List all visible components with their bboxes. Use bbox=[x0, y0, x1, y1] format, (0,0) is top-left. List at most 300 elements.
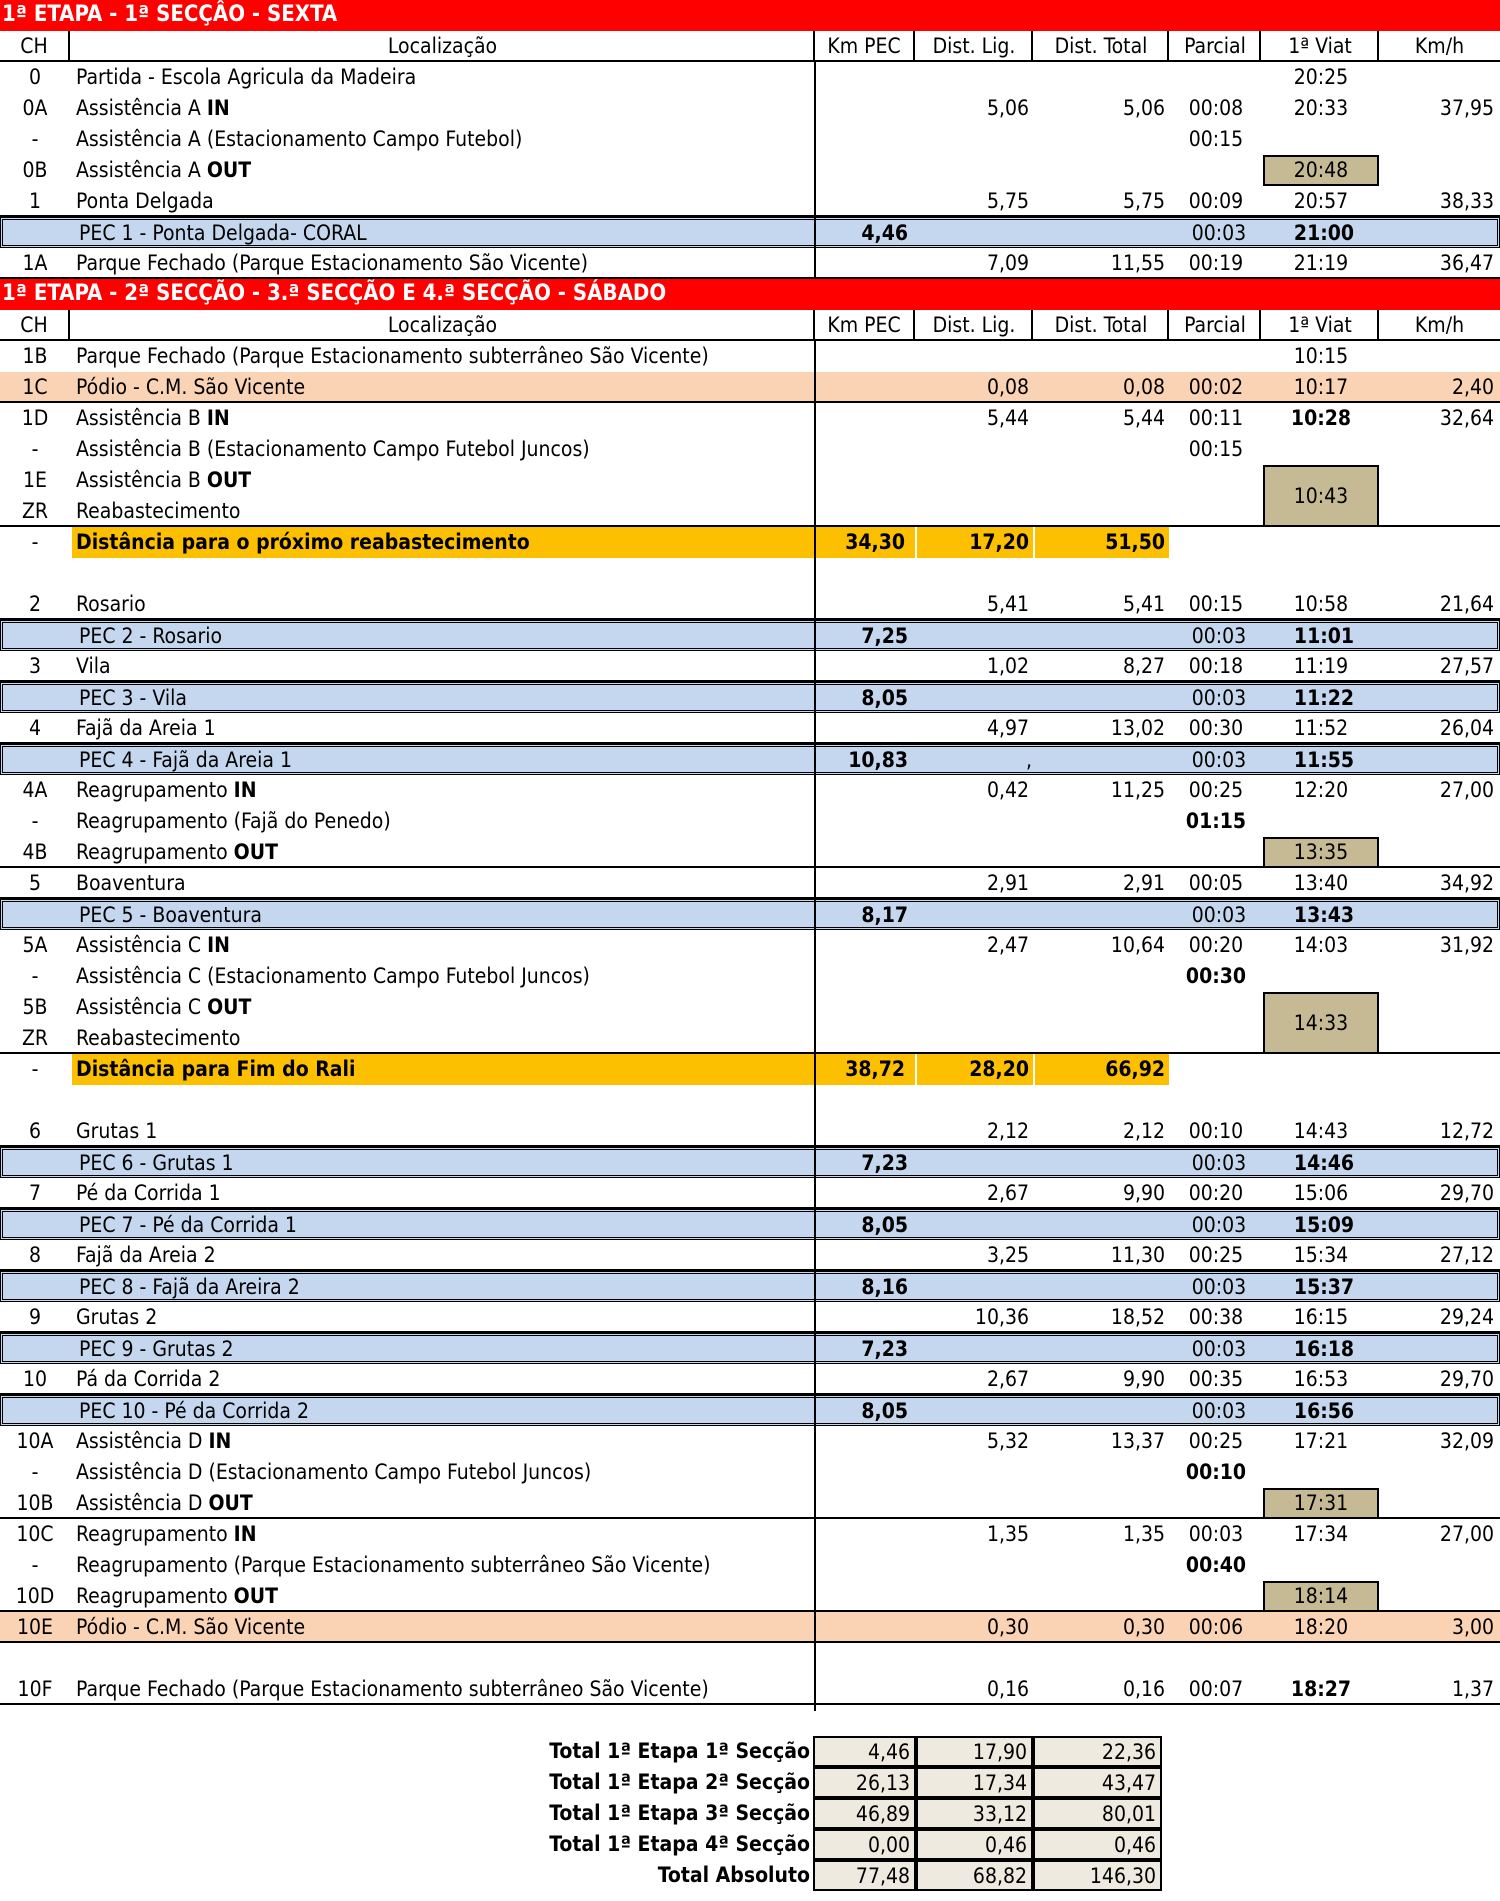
cell-dist-lig: 2,67 bbox=[986, 1181, 1029, 1205]
location-text: PEC 7 - Pé da Corrida 1 bbox=[79, 1213, 297, 1237]
cell-km-pec bbox=[815, 651, 915, 680]
table-row bbox=[0, 1488, 1500, 1519]
cell-dist-lig bbox=[917, 1457, 1033, 1488]
cell-km-pec bbox=[815, 1178, 915, 1207]
cell-viat: 14:43 bbox=[1293, 1119, 1349, 1143]
cell-localizacao bbox=[72, 62, 815, 93]
cell-ch: 10F bbox=[17, 1677, 53, 1701]
cell-kmh: 29,70 bbox=[1439, 1181, 1494, 1205]
cell-km-pec bbox=[815, 341, 915, 372]
cell-dist-total: 51,50 bbox=[1035, 527, 1169, 558]
col-viat: 1ª Viat bbox=[1263, 310, 1379, 339]
cell-km-pec bbox=[815, 403, 915, 434]
cell-km-pec: 7,25 bbox=[861, 624, 908, 648]
cell-ch: - bbox=[31, 964, 39, 988]
cell-ch: 10D bbox=[15, 1584, 55, 1608]
table-row bbox=[0, 1364, 1500, 1395]
cell-dist-lig: 5,32 bbox=[986, 1429, 1029, 1453]
cell-kmh bbox=[1381, 806, 1498, 837]
pec-row bbox=[0, 744, 1500, 775]
cell-viat bbox=[1263, 124, 1379, 155]
cell-parcial bbox=[1171, 1643, 1261, 1674]
cell-dist-lig bbox=[917, 465, 1033, 496]
cell-ch bbox=[3, 623, 73, 648]
cell-dist-total: 0,08 bbox=[1122, 375, 1165, 399]
cell-dist-total bbox=[1035, 1488, 1169, 1517]
cell-viat bbox=[1263, 558, 1379, 589]
cell-ch: - bbox=[31, 437, 39, 461]
cell-kmh bbox=[1384, 1398, 1500, 1423]
location-text: Assistência A bbox=[76, 96, 207, 120]
cell-parcial bbox=[1171, 558, 1261, 589]
location-text: Boaventura bbox=[76, 871, 186, 895]
cell-dist-lig bbox=[917, 124, 1033, 155]
cell-parcial: 00:03 bbox=[1191, 686, 1247, 710]
location-text: Reagrupamento (Fajã do Penedo) bbox=[76, 809, 391, 833]
cell-km-pec bbox=[815, 589, 915, 618]
cell-kmh bbox=[1381, 1457, 1498, 1488]
cell-dist-total: 18,52 bbox=[1110, 1305, 1165, 1329]
cell-ch: 3 bbox=[28, 654, 42, 678]
cell-parcial: 00:03 bbox=[1191, 1275, 1247, 1299]
totals-value: 80,01 bbox=[1033, 1798, 1162, 1829]
location-text: PEC 2 - Rosario bbox=[79, 624, 223, 648]
cell-parcial: 00:15 bbox=[1188, 437, 1244, 461]
location-text: Grutas 1 bbox=[76, 1119, 158, 1143]
location-text: Parque Fechado (Parque Estacionamento São Vicente) bbox=[76, 251, 588, 275]
table-row bbox=[0, 434, 1500, 465]
totals-value: 0,00 bbox=[813, 1829, 916, 1860]
table-row bbox=[0, 589, 1500, 620]
section-header bbox=[0, 0, 1500, 31]
cell-km-pec: 8,16 bbox=[861, 1275, 908, 1299]
cell-dist-lig bbox=[920, 1398, 1036, 1423]
cell-localizacao bbox=[72, 1302, 815, 1331]
cell-localizacao bbox=[75, 1274, 818, 1299]
cell-ch: 9 bbox=[28, 1305, 42, 1329]
totals-label: Total 1ª Etapa 1ª Secção bbox=[549, 1739, 810, 1763]
cell-localizacao bbox=[72, 155, 815, 186]
cell-localizacao bbox=[72, 1240, 815, 1269]
col-dist-total: Dist. Total bbox=[1035, 310, 1169, 339]
table-row bbox=[0, 1612, 1500, 1643]
cell-kmh bbox=[1381, 1488, 1498, 1517]
cell-km-pec bbox=[815, 465, 915, 496]
cell-dist-total bbox=[1038, 902, 1172, 927]
viat-time-box: 13:35 bbox=[1263, 837, 1379, 868]
cell-dist-total bbox=[1038, 685, 1172, 710]
table-row bbox=[0, 1674, 1500, 1705]
cell-dist-lig bbox=[917, 1023, 1033, 1052]
cell-dist-total bbox=[1035, 1457, 1169, 1488]
totals-value: 0,46 bbox=[1033, 1829, 1162, 1860]
cell-km-pec bbox=[815, 62, 915, 93]
cell-km-pec bbox=[815, 930, 915, 961]
column-divider bbox=[814, 341, 816, 1711]
cell-ch: 4A bbox=[22, 778, 48, 802]
location-text: Vila bbox=[76, 654, 111, 678]
cell-km-pec: 8,17 bbox=[861, 903, 908, 927]
cell-parcial bbox=[1171, 1488, 1261, 1517]
cell-viat: 15:37 bbox=[1293, 1275, 1355, 1299]
table-row bbox=[0, 930, 1500, 961]
location-suffix: IN bbox=[206, 96, 230, 120]
cell-localizacao bbox=[72, 1178, 815, 1207]
cell-localizacao bbox=[72, 496, 815, 525]
col-viat: 1ª Viat bbox=[1263, 31, 1379, 60]
pec-row bbox=[0, 899, 1500, 930]
cell-dist-total bbox=[1035, 806, 1169, 837]
cell-parcial bbox=[1171, 1054, 1261, 1085]
pec-row bbox=[0, 1271, 1500, 1302]
cell-kmh: 38,33 bbox=[1439, 189, 1494, 213]
cell-kmh: 12,72 bbox=[1439, 1119, 1494, 1143]
cell-kmh: 29,24 bbox=[1439, 1305, 1494, 1329]
cell-parcial: 00:02 bbox=[1188, 375, 1244, 399]
cell-kmh bbox=[1381, 496, 1498, 525]
cell-viat: 17:21 bbox=[1293, 1429, 1349, 1453]
table-row bbox=[0, 1240, 1500, 1271]
col-km-pec: Km PEC bbox=[815, 310, 915, 339]
cell-dist-lig: 17,20 bbox=[917, 527, 1033, 558]
cell-localizacao bbox=[72, 775, 815, 806]
cell-km-pec bbox=[815, 1550, 915, 1581]
cell-dist-lig: 1,02 bbox=[986, 654, 1029, 678]
cell-localizacao bbox=[72, 806, 815, 837]
location-text: PEC 8 - Fajã da Areira 2 bbox=[79, 1275, 300, 1299]
cell-dist-total: 0,30 bbox=[1122, 1615, 1165, 1639]
table-row bbox=[0, 155, 1500, 186]
cell-dist-total: 2,91 bbox=[1122, 871, 1165, 895]
cell-km-pec bbox=[815, 775, 915, 806]
cell-parcial: 00:03 bbox=[1191, 903, 1247, 927]
cell-parcial: 00:08 bbox=[1188, 96, 1244, 120]
cell-kmh bbox=[1384, 1150, 1500, 1175]
cell-ch: 10E bbox=[17, 1615, 53, 1639]
cell-viat: 12:20 bbox=[1293, 778, 1349, 802]
cell-dist-total bbox=[1035, 496, 1169, 525]
cell-km-pec bbox=[815, 124, 915, 155]
cell-kmh bbox=[1381, 558, 1498, 589]
cell-localizacao bbox=[72, 1488, 815, 1517]
cell-ch: ZR bbox=[21, 499, 49, 523]
cell-ch bbox=[0, 558, 70, 589]
cell-localizacao bbox=[72, 1519, 815, 1550]
cell-dist-total bbox=[1035, 124, 1169, 155]
cell-ch: 0A bbox=[22, 96, 48, 120]
cell-viat: 16:53 bbox=[1293, 1367, 1349, 1391]
location-text: Pódio - C.M. São Vicente bbox=[76, 375, 306, 399]
cell-viat: 16:15 bbox=[1293, 1305, 1349, 1329]
cell-parcial: 00:03 bbox=[1191, 1151, 1247, 1175]
cell-km-pec bbox=[815, 496, 915, 525]
cell-dist-total bbox=[1038, 1150, 1172, 1175]
cell-dist-total: 8,27 bbox=[1122, 654, 1165, 678]
location-text: Assistência D bbox=[76, 1429, 209, 1453]
totals-label: Total 1ª Etapa 3ª Secção bbox=[549, 1801, 810, 1825]
cell-localizacao bbox=[75, 1336, 818, 1361]
cell-parcial: 00:35 bbox=[1188, 1367, 1244, 1391]
cell-km-pec bbox=[815, 1023, 915, 1052]
cell-dist-lig bbox=[917, 558, 1033, 589]
cell-kmh: 32,09 bbox=[1439, 1429, 1494, 1453]
cell-km-pec bbox=[815, 1488, 915, 1517]
location-text: PEC 1 - Ponta Delgada- CORAL bbox=[79, 221, 367, 245]
col-dist-lig: Dist. Lig. bbox=[917, 31, 1033, 60]
cell-km-pec bbox=[815, 1240, 915, 1269]
cell-km-pec: 38,72 bbox=[815, 1054, 915, 1085]
cell-dist-total bbox=[1038, 1336, 1172, 1361]
cell-dist-total: 11,30 bbox=[1110, 1243, 1165, 1267]
cell-localizacao bbox=[72, 527, 815, 558]
table-row bbox=[0, 527, 1500, 558]
totals-value: 43,47 bbox=[1033, 1767, 1162, 1798]
cell-localizacao bbox=[72, 1023, 815, 1052]
location-text: Pé da Corrida 1 bbox=[76, 1181, 221, 1205]
location-text: PEC 4 - Fajã da Areia 1 bbox=[79, 748, 292, 772]
cell-viat: 20:57 bbox=[1293, 189, 1349, 213]
cell-parcial: 00:10 bbox=[1188, 1119, 1244, 1143]
cell-viat: 10:15 bbox=[1293, 344, 1349, 368]
cell-dist-total bbox=[1038, 747, 1172, 772]
cell-kmh bbox=[1381, 837, 1498, 866]
table-row bbox=[0, 93, 1500, 124]
cell-dist-lig: 28,20 bbox=[917, 1054, 1033, 1085]
cell-parcial bbox=[1171, 837, 1261, 866]
cell-km-pec bbox=[815, 1581, 915, 1610]
cell-kmh: 27,57 bbox=[1439, 654, 1494, 678]
cell-localizacao bbox=[75, 220, 818, 245]
cell-parcial: 01:15 bbox=[1185, 809, 1247, 833]
location-text: Partida - Escola Agricula da Madeira bbox=[76, 65, 417, 89]
cell-localizacao bbox=[72, 1550, 815, 1581]
col-kmh: Km/h bbox=[1414, 313, 1465, 337]
cell-dist-lig: 5,41 bbox=[986, 592, 1029, 616]
cell-kmh bbox=[1384, 747, 1500, 772]
cell-viat: 11:01 bbox=[1293, 624, 1355, 648]
cell-dist-total: 9,90 bbox=[1122, 1181, 1165, 1205]
table-row bbox=[0, 1302, 1500, 1333]
totals-value: 0,46 bbox=[916, 1829, 1033, 1860]
cell-kmh: 26,04 bbox=[1439, 716, 1494, 740]
cell-dist-lig: 2,12 bbox=[986, 1119, 1029, 1143]
cell-viat bbox=[1263, 434, 1379, 465]
cell-parcial: 00:25 bbox=[1188, 1429, 1244, 1453]
col-km-pec: Km PEC bbox=[815, 31, 915, 60]
cell-dist-lig: 0,42 bbox=[986, 778, 1029, 802]
table-row bbox=[0, 558, 1500, 589]
cell-dist-lig: 5,75 bbox=[986, 189, 1029, 213]
location-suffix: OUT bbox=[208, 1491, 253, 1515]
totals-value: 46,89 bbox=[813, 1798, 916, 1829]
cell-viat: 13:43 bbox=[1293, 903, 1355, 927]
cell-km-pec bbox=[815, 837, 915, 866]
table-row bbox=[0, 124, 1500, 155]
cell-viat: 10:17 bbox=[1293, 375, 1349, 399]
cell-kmh: 3,00 bbox=[1451, 1615, 1494, 1639]
cell-localizacao bbox=[72, 837, 815, 866]
cell-parcial: 00:03 bbox=[1191, 624, 1247, 648]
cell-dist-total bbox=[1038, 1212, 1172, 1237]
cell-ch: 10 bbox=[22, 1367, 48, 1391]
cell-kmh bbox=[1384, 1274, 1500, 1299]
cell-parcial: 00:03 bbox=[1191, 1213, 1247, 1237]
table-row bbox=[0, 1116, 1500, 1147]
cell-ch: 8 bbox=[28, 1243, 42, 1267]
col-localizacao: Localização bbox=[72, 31, 815, 60]
cell-viat bbox=[1263, 1457, 1379, 1488]
cell-km-pec: 8,05 bbox=[861, 686, 908, 710]
cell-kmh: 31,92 bbox=[1439, 933, 1494, 957]
cell-localizacao bbox=[72, 1085, 815, 1116]
cell-dist-lig bbox=[920, 685, 1036, 710]
cell-localizacao bbox=[75, 685, 818, 710]
cell-localizacao bbox=[75, 1212, 818, 1237]
cell-kmh: 32,64 bbox=[1439, 406, 1494, 430]
location-text: Assistência B bbox=[76, 406, 207, 430]
cell-dist-total bbox=[1035, 1023, 1169, 1052]
cell-kmh: 1,37 bbox=[1451, 1677, 1494, 1701]
cell-dist-lig: 2,67 bbox=[986, 1367, 1029, 1391]
cell-kmh: 29,70 bbox=[1439, 1367, 1494, 1391]
location-suffix: OUT bbox=[233, 840, 278, 864]
col-dist-total: Dist. Total bbox=[1035, 31, 1169, 60]
table-row bbox=[0, 1519, 1500, 1550]
cell-viat: 11:19 bbox=[1293, 654, 1349, 678]
cell-viat: 15:06 bbox=[1293, 1181, 1349, 1205]
cell-viat bbox=[1263, 1085, 1379, 1116]
cell-ch: - bbox=[31, 809, 39, 833]
location-text: Reabastecimento bbox=[76, 499, 241, 523]
location-text: Ponta Delgada bbox=[76, 189, 214, 213]
column-headers bbox=[0, 310, 1500, 341]
location-text: Assistência C bbox=[76, 933, 208, 957]
location-text: Pódio - C.M. São Vicente bbox=[76, 1615, 306, 1639]
cell-dist-lig: 2,91 bbox=[986, 871, 1029, 895]
cell-parcial: 00:09 bbox=[1188, 189, 1244, 213]
cell-km-pec: 7,23 bbox=[861, 1337, 908, 1361]
location-text: Reagrupamento bbox=[76, 1584, 234, 1608]
cell-viat: 21:00 bbox=[1293, 221, 1355, 245]
cell-localizacao bbox=[72, 961, 815, 992]
cell-dist-total bbox=[1035, 62, 1169, 93]
cell-viat: 16:18 bbox=[1293, 1337, 1355, 1361]
cell-dist-total bbox=[1035, 961, 1169, 992]
cell-km-pec bbox=[815, 1085, 915, 1116]
cell-kmh: 27,00 bbox=[1439, 1522, 1494, 1546]
cell-dist-total: 1,35 bbox=[1122, 1522, 1165, 1546]
cell-ch: - bbox=[31, 1553, 39, 1577]
cell-ch: 1 bbox=[28, 189, 42, 213]
location-text: PEC 6 - Grutas 1 bbox=[79, 1151, 234, 1175]
location-text: Reagrupamento (Parque Estacionamento subterrâneo São Vicente) bbox=[76, 1553, 711, 1577]
col-parcial: Parcial bbox=[1171, 31, 1261, 60]
section-title: 1ª ETAPA - 2ª SECÇÃO - 3.ª SECÇÃO E 4.ª SECÇÃO - SÁBADO bbox=[2, 281, 667, 306]
cell-dist-lig: 3,25 bbox=[986, 1243, 1029, 1267]
cell-parcial bbox=[1171, 1581, 1261, 1610]
viat-time-box: 14:33 bbox=[1263, 992, 1379, 1054]
col-ch: CH bbox=[0, 31, 70, 60]
viat-time-box: 20:48 bbox=[1263, 155, 1379, 186]
cell-dist-total bbox=[1035, 558, 1169, 589]
cell-dist-total: 5,44 bbox=[1122, 406, 1165, 430]
cell-dist-lig: 2,47 bbox=[986, 933, 1029, 957]
table-row bbox=[0, 775, 1500, 806]
cell-dist-lig bbox=[917, 496, 1033, 525]
cell-localizacao bbox=[72, 341, 815, 372]
location-text: Reabastecimento bbox=[76, 1026, 241, 1050]
cell-viat: 20:25 bbox=[1293, 65, 1349, 89]
cell-dist-lig bbox=[917, 62, 1033, 93]
location-suffix: IN bbox=[207, 933, 230, 957]
cell-km-pec bbox=[815, 1612, 915, 1641]
cell-localizacao bbox=[72, 248, 815, 277]
cell-dist-total: 0,16 bbox=[1122, 1677, 1165, 1701]
cell-parcial bbox=[1171, 155, 1261, 186]
cell-parcial: 00:15 bbox=[1188, 127, 1244, 151]
cell-dist-total: 13,02 bbox=[1110, 716, 1165, 740]
cell-dist-total bbox=[1035, 1643, 1169, 1674]
column-divider bbox=[814, 62, 816, 279]
cell-km-pec bbox=[815, 155, 915, 186]
cell-km-pec: 4,46 bbox=[861, 221, 908, 245]
cell-viat: 11:55 bbox=[1293, 748, 1355, 772]
location-text: Assistência B bbox=[76, 468, 207, 492]
cell-viat bbox=[1263, 1550, 1379, 1581]
cell-dist-total bbox=[1035, 465, 1169, 496]
cell-localizacao bbox=[72, 1581, 815, 1610]
cell-km-pec bbox=[815, 372, 915, 401]
cell-dist-total bbox=[1038, 220, 1172, 245]
cell-localizacao bbox=[72, 434, 815, 465]
location-suffix: OUT bbox=[206, 158, 252, 182]
table-row bbox=[0, 186, 1500, 217]
cell-dist-lig bbox=[917, 1550, 1033, 1581]
cell-kmh bbox=[1384, 902, 1500, 927]
cell-dist-lig: 5,06 bbox=[986, 96, 1029, 120]
cell-kmh: 27,12 bbox=[1439, 1243, 1494, 1267]
cell-viat: 15:34 bbox=[1293, 1243, 1349, 1267]
cell-dist-total: 11,55 bbox=[1110, 251, 1165, 275]
totals-value: 33,12 bbox=[916, 1798, 1033, 1829]
cell-kmh bbox=[1384, 1336, 1500, 1361]
pec-row bbox=[0, 1395, 1500, 1426]
cell-ch bbox=[3, 1274, 73, 1299]
pec-row bbox=[0, 682, 1500, 713]
cell-localizacao bbox=[75, 747, 818, 772]
cell-parcial: 00:03 bbox=[1191, 221, 1247, 245]
cell-localizacao bbox=[72, 93, 815, 124]
cell-dist-lig: 5,44 bbox=[986, 406, 1029, 430]
cell-km-pec bbox=[815, 558, 915, 589]
cell-dist-total: 66,92 bbox=[1035, 1054, 1169, 1085]
cell-ch: 10C bbox=[16, 1522, 54, 1546]
cell-parcial bbox=[1171, 496, 1261, 525]
totals-value: 77,48 bbox=[813, 1860, 916, 1891]
cell-dist-lig: 0,08 bbox=[986, 375, 1029, 399]
table-row bbox=[0, 651, 1500, 682]
cell-km-pec bbox=[815, 806, 915, 837]
cell-km-pec bbox=[815, 868, 915, 897]
cell-kmh bbox=[1381, 434, 1498, 465]
cell-ch: 4 bbox=[28, 716, 42, 740]
cell-localizacao bbox=[72, 713, 815, 742]
cell-viat: 10:28 bbox=[1290, 406, 1352, 430]
col-dist-lig: Dist. Lig. bbox=[917, 310, 1033, 339]
cell-dist-total: 2,12 bbox=[1122, 1119, 1165, 1143]
cell-ch: 5B bbox=[22, 995, 48, 1019]
cell-km-pec bbox=[815, 961, 915, 992]
